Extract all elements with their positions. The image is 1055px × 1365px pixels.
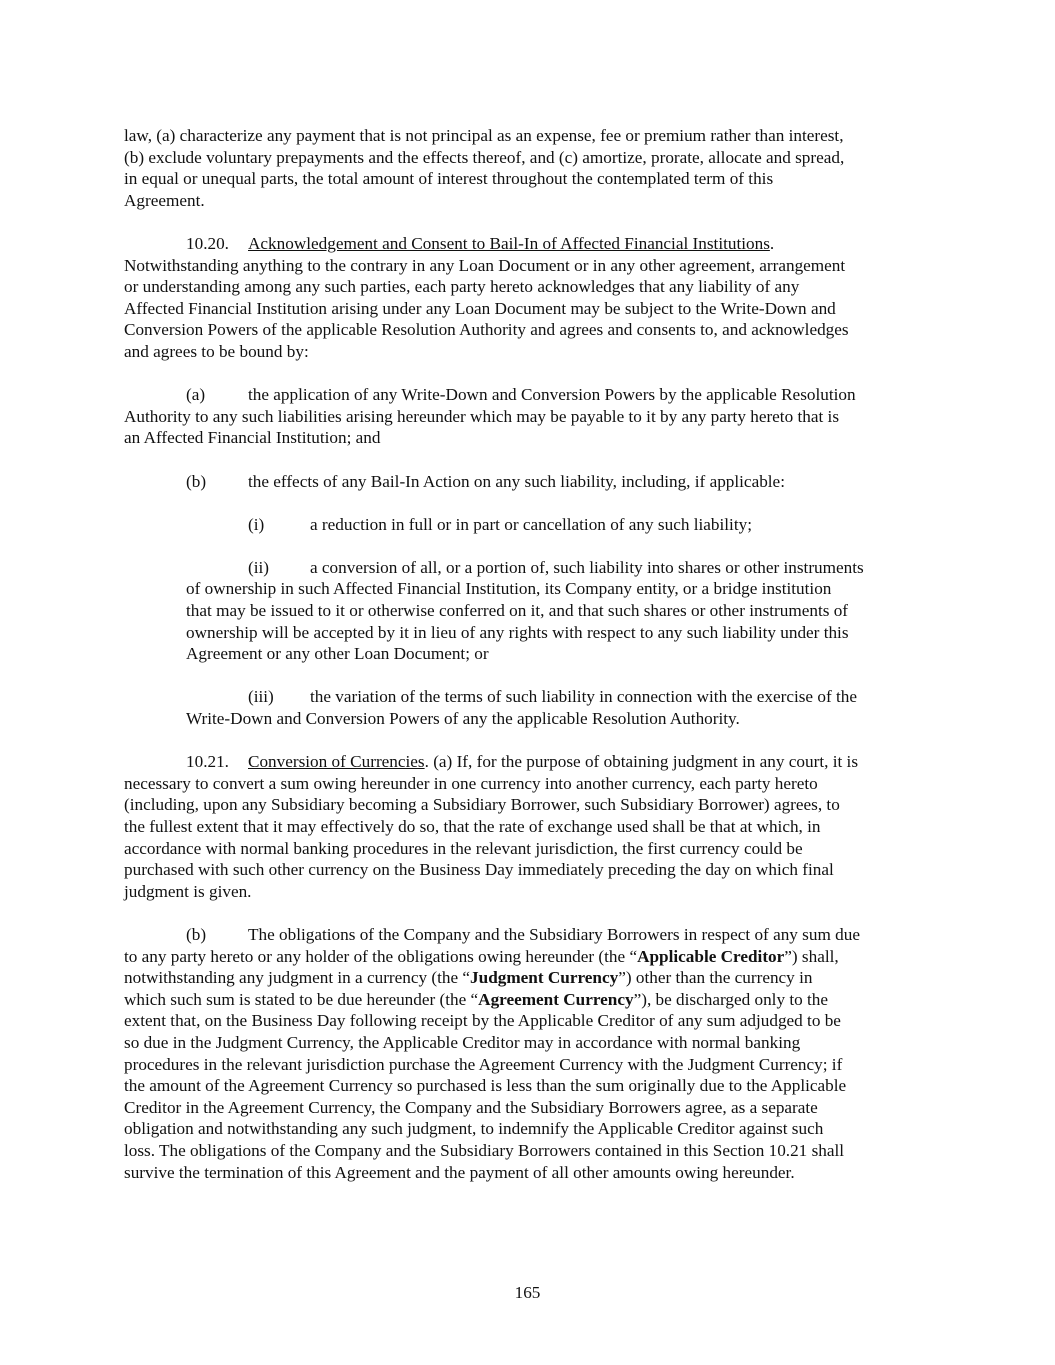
text-line: Agreement. [124, 190, 205, 210]
clause-first-line [124, 924, 944, 946]
text-line: procedures in the relevant jurisdiction purchase the Agreement Currency with the Judgment Currency; if [124, 1054, 843, 1074]
text-line: the amount of the Agreement Currency so purchased is less than the sum originally due to the Applicable [124, 1076, 847, 1096]
clause-first-line [124, 384, 944, 406]
clause-label: (i) [248, 514, 265, 534]
section-heading [124, 233, 944, 255]
text-line: of ownership in such Affected Financial Institution, its Company entity, or a bridge institution [186, 579, 832, 599]
clause-text: a conversion of all, or a portion of, such liability into shares or other instruments [310, 557, 864, 577]
text-line: Authority to any such liabilities arising hereunder which may be payable to it by any party hereto that is [124, 406, 840, 426]
text-segment: which such sum is stated to be due hereunder (the “ [124, 989, 479, 1009]
defined-term-agreement-currency: Agreement Currency [478, 989, 634, 1009]
text-line: Agreement or any other Loan Document; or [186, 644, 489, 664]
section-title: Conversion of Currencies [248, 752, 425, 772]
text-line: Creditor in the Agreement Currency, the Company and the Subsidiary Borrowers agree, as a separate [124, 1097, 818, 1117]
text-line: ownership will be accepted by it in lieu of any rights with respect to any such liability under this [186, 622, 849, 642]
section-number: 10.20. [186, 233, 229, 253]
text-line [124, 989, 944, 1011]
heading-rest: . (a) If, for the purpose of obtaining judgment in any court, it is [424, 752, 859, 772]
section-title: Acknowledgement and Consent to Bail-In of Affected Financial Institutions [248, 233, 770, 253]
text-line: that may be issued to it or otherwise conferred on it, and that such shares or other instruments of [186, 601, 849, 621]
clause-label: (iii) [248, 687, 274, 707]
text-line: extent that, on the Business Day following receipt by the Applicable Creditor of any sum adjudged to be [124, 1011, 841, 1031]
text-line: purchased with such other currency on the Business Day immediately preceding the day on which final [124, 860, 834, 880]
text-line: or understanding among any such parties, each party hereto acknowledges that any liability of any [124, 277, 800, 297]
text-segment: ”) other than the currency in [618, 968, 813, 988]
clause-10-21-b [124, 924, 944, 1183]
text-line: Conversion Powers of the applicable Resolution Authority and agrees and consents to, and acknowledges [124, 320, 849, 340]
document-page [124, 125, 944, 1205]
section-number: 10.21. [186, 752, 229, 772]
clause-first-line [124, 471, 944, 493]
text-line: (b) exclude voluntary prepayments and the effects thereof, and (c) amortize, prorate, allocate and spread, [124, 147, 845, 167]
text-line: law, (a) characterize any payment that is not principal as an expense, fee or premium rather than interest, [124, 126, 844, 145]
clause-text: the variation of the terms of such liability in connection with the exercise of the [310, 687, 857, 707]
clause-label: (b) [186, 471, 207, 491]
text-segment: ”), be discharged only to the [633, 989, 829, 1009]
text-line: in equal or unequal parts, the total amount of interest throughout the contemplated term of this [124, 169, 774, 189]
clause-label: (ii) [248, 557, 269, 577]
clause-iii [124, 686, 944, 729]
clause-first-line [124, 514, 944, 536]
text-segment: to any party hereto or any holder of the obligations owing hereunder (the “ [124, 946, 638, 966]
text-line: (including, upon any Subsidiary becoming a Subsidiary Borrower, such Subsidiary Borrower) agrees, to [124, 795, 840, 815]
continuation-paragraph [124, 125, 944, 211]
clause-first-line [186, 686, 944, 708]
clause-ii [124, 557, 944, 665]
text-line: the fullest extent that it may effectively do so, that the rate of exchange used shall be that at which, in [124, 817, 821, 836]
text-line: Notwithstanding anything to the contrary in any Loan Document or in any other agreement, arrangement [124, 255, 846, 275]
clause-label: (b) [186, 924, 207, 944]
defined-term-applicable-creditor: Applicable Creditor [637, 946, 785, 966]
text-line: so due in the Judgment Currency, the Applicable Creditor may in accordance with normal banking [124, 1032, 801, 1052]
title-period: . [769, 233, 775, 253]
text-line: survive the termination of this Agreement and the payment of all other amounts owing hereunder. [124, 1162, 795, 1182]
text-line: obligation and notwithstanding any such judgment, to indemnify the Applicable Creditor against such [124, 1119, 824, 1139]
text-line [124, 946, 944, 968]
text-line [124, 967, 944, 989]
text-line: loss. The obligations of the Company and the Subsidiary Borrowers contained in this Section 10.21 shall [124, 1140, 845, 1160]
text-line: Affected Financial Institution arising under any Loan Document may be subject to the Write-Down and [124, 298, 836, 318]
clause-text: a reduction in full or in part or cancellation of any such liability; [310, 514, 752, 534]
text-line: and agrees to be bound by: [124, 341, 309, 361]
text-line: an Affected Financial Institution; and [124, 428, 381, 448]
text-line: necessary to convert a sum owing hereunder in one currency into another currency, each party hereto [124, 773, 818, 793]
clause-a [124, 384, 944, 449]
clause-first-line [186, 557, 944, 579]
section-heading [124, 751, 944, 773]
clause-text: the application of any Write-Down and Conversion Powers by the applicable Resolution [248, 385, 856, 405]
clause-text: The obligations of the Company and the Subsidiary Borrowers in respect of any sum due [248, 924, 860, 944]
text-segment: notwithstanding any judgment in a currency (the “ [124, 968, 471, 988]
clause-b [124, 471, 944, 493]
section-10-21 [124, 751, 944, 902]
text-line: judgment is given. [124, 881, 252, 901]
text-line: Write-Down and Conversion Powers of any the applicable Resolution Authority. [186, 709, 740, 729]
section-10-20 [124, 233, 944, 363]
text-line: accordance with normal banking procedures in the relevant jurisdiction, the first currency could be [124, 838, 803, 858]
text-segment: ”) shall, [784, 946, 839, 966]
clause-label: (a) [186, 385, 206, 405]
page-number: 165 [514, 1283, 541, 1302]
defined-term-judgment-currency: Judgment Currency [470, 968, 619, 988]
clause-text: the effects of any Bail-In Action on any such liability, including, if applicable: [248, 471, 785, 491]
clause-i [124, 514, 944, 536]
